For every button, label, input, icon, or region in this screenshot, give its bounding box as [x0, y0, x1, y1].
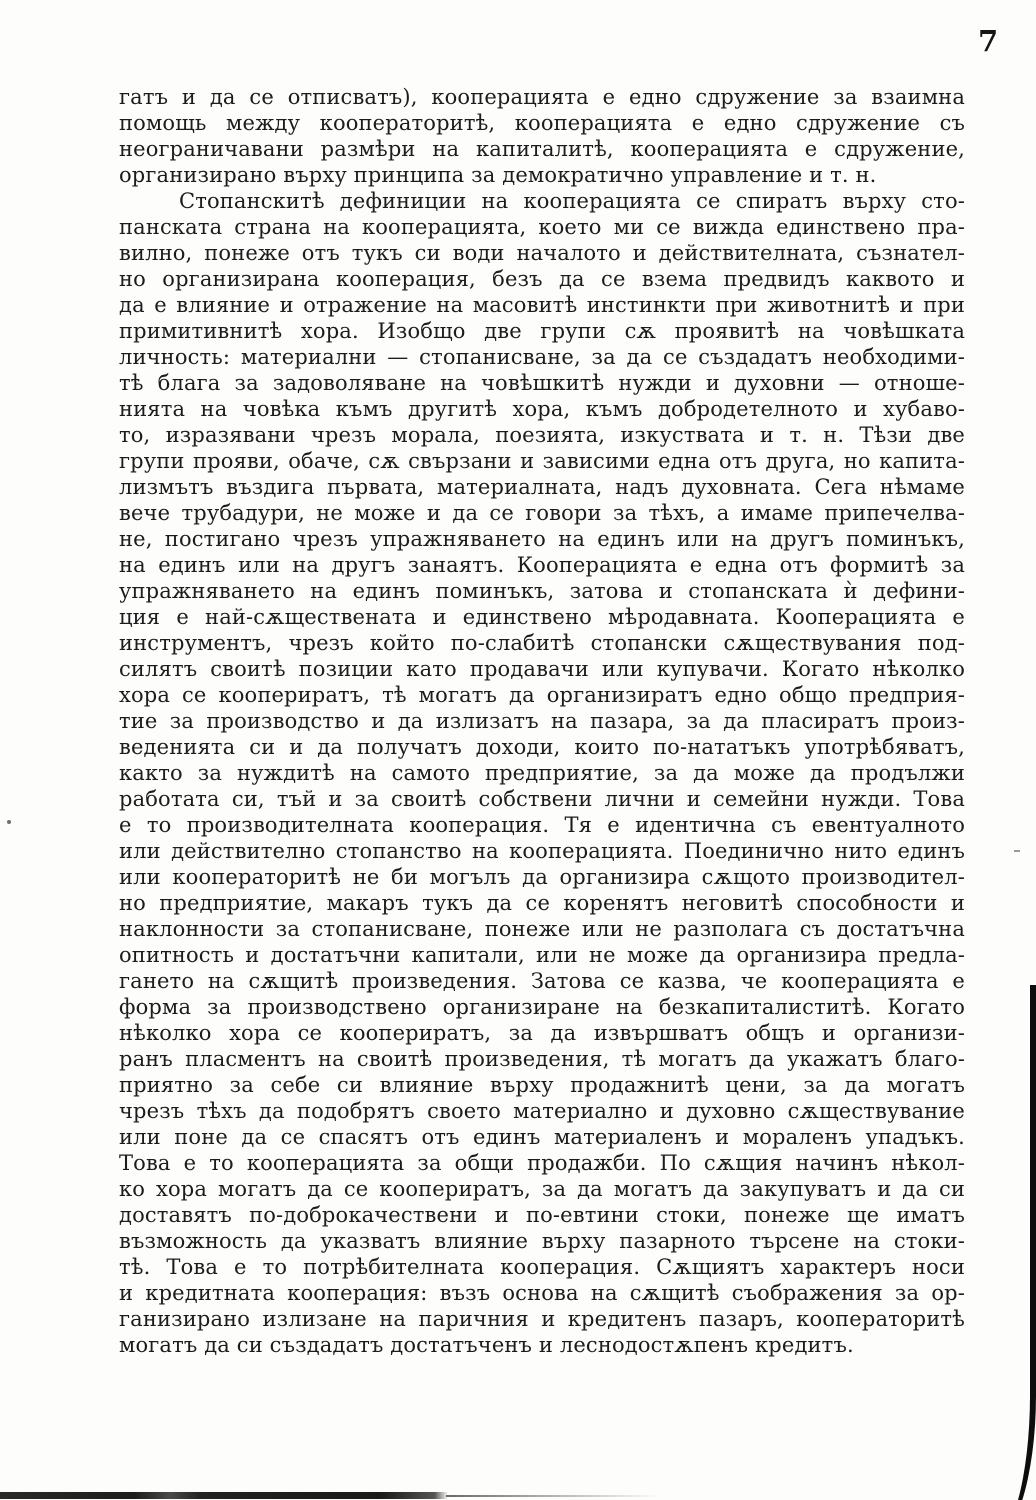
text-line: не, постигано чрезъ упражняването на единъ или на другъ поминъкъ,	[119, 527, 965, 551]
text-line: то, изразявани чрезъ морала, поезията, изкуствата и т. н. Тѣзи две	[119, 423, 965, 447]
text-line: възможность да указватъ влияние върху пазарното търсене на стоки-	[119, 1229, 965, 1253]
ink-speck-left-margin	[7, 820, 11, 824]
page-number: 7	[978, 24, 999, 58]
text-line: могатъ да си създадатъ достатъченъ и леснодостѫпенъ кредитъ.	[119, 1333, 854, 1357]
text-line: гането на сѫщитѣ произведения. Затова се казва, че кооперацията е	[119, 969, 965, 993]
text-line: вече трубадури, не може и да се говори за тѣхъ, а имаме припечелва-	[119, 501, 965, 525]
text-line: на единъ или на другъ занаятъ. Кооперацията е една отъ формитѣ за	[119, 553, 965, 577]
text-line: ганизирано излизане на паричния и кредитенъ пазаръ, кооператоритѣ	[119, 1307, 965, 1331]
text-line: ция е най-сѫществената и единствено мѣродавната. Кооперацията е	[119, 605, 965, 629]
text-line: вилно, понеже отъ тукъ си води началото и действителната, съзнател-	[119, 241, 965, 265]
text-line: нията на човѣка къмъ другитѣ хора, къмъ добродетелното и хубаво-	[119, 397, 965, 421]
text-line: доставятъ по-доброкачествени и по-евтини стоки, понеже ще иматъ	[119, 1203, 965, 1227]
text-line: упражняването на единъ поминъкъ, затова и стопанската ѝ дефини-	[119, 579, 965, 603]
ink-speck-right-margin	[1014, 850, 1020, 852]
scan-artifact-bottom	[0, 1492, 448, 1499]
text-line: е то производителната кооперация. Тя е идентична съ евентуалното	[119, 813, 965, 837]
text-line: ко хора могатъ да се коопериратъ, за да могатъ да закупуватъ и да си	[119, 1177, 965, 1201]
text-line: организирано върху принципа за демократично управление и т. н.	[119, 163, 877, 187]
text-line: лизмътъ въздига първата, материалната, надъ духовната. Сега нѣмаме	[119, 475, 965, 499]
text-line: неограничавани размѣри на капиталитѣ, кооперацията е сдружение,	[119, 137, 965, 161]
text-line: приятно за себе си влияние върху продажнитѣ цени, за да могатъ	[119, 1073, 965, 1097]
text-line: тѣ. Това е то потрѣбителната кооперация. Сѫщиятъ характеръ носи	[119, 1255, 965, 1279]
text-line: Това е то кооперацията за общи продажби. По сѫщия начинъ нѣкол-	[119, 1151, 965, 1175]
text-line: или действително стопанство на кооперацията. Поединично нито единъ	[119, 839, 965, 863]
text-block	[119, 84, 965, 1358]
text-line: Стопанскитѣ дефиниции на кооперацията се спиратъ върху сто-	[179, 189, 965, 213]
text-line: опитность и достатъчни капитали, или не може да организира предла-	[119, 943, 965, 967]
text-line: личность: материални — стопанисване, за да се създадатъ необходими-	[119, 345, 965, 369]
text-line: или кооператоритѣ не би могълъ да организира сѫщото производител-	[119, 865, 965, 889]
text-line: и кредитната кооперация: възъ основа на сѫщитѣ съображения за ор-	[119, 1281, 965, 1305]
text-line: тие за производство и да излизатъ на пазара, за да пласиратъ произ-	[119, 709, 965, 733]
text-line: помощь между кооператоритѣ, кооперацията е едно сдружение съ	[119, 111, 965, 135]
text-line: нѣколко хора се коопериратъ, за да извършватъ общъ и организи-	[119, 1021, 965, 1045]
scan-artifact-bottom-faint	[446, 1495, 661, 1497]
page-edge-shadow	[938, 985, 1036, 1500]
text-line: наклонности за стопанисване, понеже или не разполага съ достатъчна	[119, 917, 965, 941]
text-line: ранъ пласментъ на своитѣ произведения, тѣ могатъ да укажатъ благо-	[119, 1047, 965, 1071]
text-line: тѣ блага за задоволяване на човѣшкитѣ нужди и духовни — отноше-	[119, 371, 965, 395]
text-line: веденията си и да получатъ доходи, които по-нататъкъ употрѣбяватъ,	[119, 735, 965, 759]
text-line: инструментъ, чрезъ който по-слабитѣ стопански сѫществувания под-	[119, 631, 965, 655]
text-line: или поне да се спасятъ отъ единъ материаленъ и мораленъ упадъкъ.	[119, 1125, 965, 1149]
text-line: гатъ и да се отписватъ), кооперацията е едно сдружение за взаимна	[119, 85, 965, 109]
text-line: групи прояви, обаче, сѫ свързани и зависими една отъ друга, но капита-	[119, 449, 965, 473]
text-line: но предприятие, макаръ тукъ да се коренятъ неговитѣ способности и	[119, 891, 965, 915]
text-line: работата си, тъй и за своитѣ собствени лични и семейни нужди. Това	[119, 787, 965, 811]
text-line: да е влияние и отражение на масовитѣ инстинкти при животнитѣ и при	[119, 293, 965, 317]
text-line: чрезъ тѣхъ да подобрятъ своето материално и духовно сѫществувание	[119, 1099, 965, 1123]
text-line: примитивнитѣ хора. Изобщо две групи сѫ проявитѣ на човѣшката	[119, 319, 965, 343]
text-line: хора се коопериратъ, тѣ могатъ да организиратъ едно общо предприя-	[119, 683, 965, 707]
text-line: панската страна на кооперацията, което ми се вижда единствено пра-	[119, 215, 965, 239]
text-line: силятъ своитѣ позиции като продавачи или купувачи. Когато нѣколко	[119, 657, 965, 681]
text-line: както за нуждитѣ на самото предприятие, за да може да продължи	[119, 761, 965, 785]
text-line: форма за производствено организиране на безкапиталиститѣ. Когато	[119, 995, 965, 1019]
text-line: но организирана кооперация, безъ да се взема предвидъ каквото и	[119, 267, 965, 291]
